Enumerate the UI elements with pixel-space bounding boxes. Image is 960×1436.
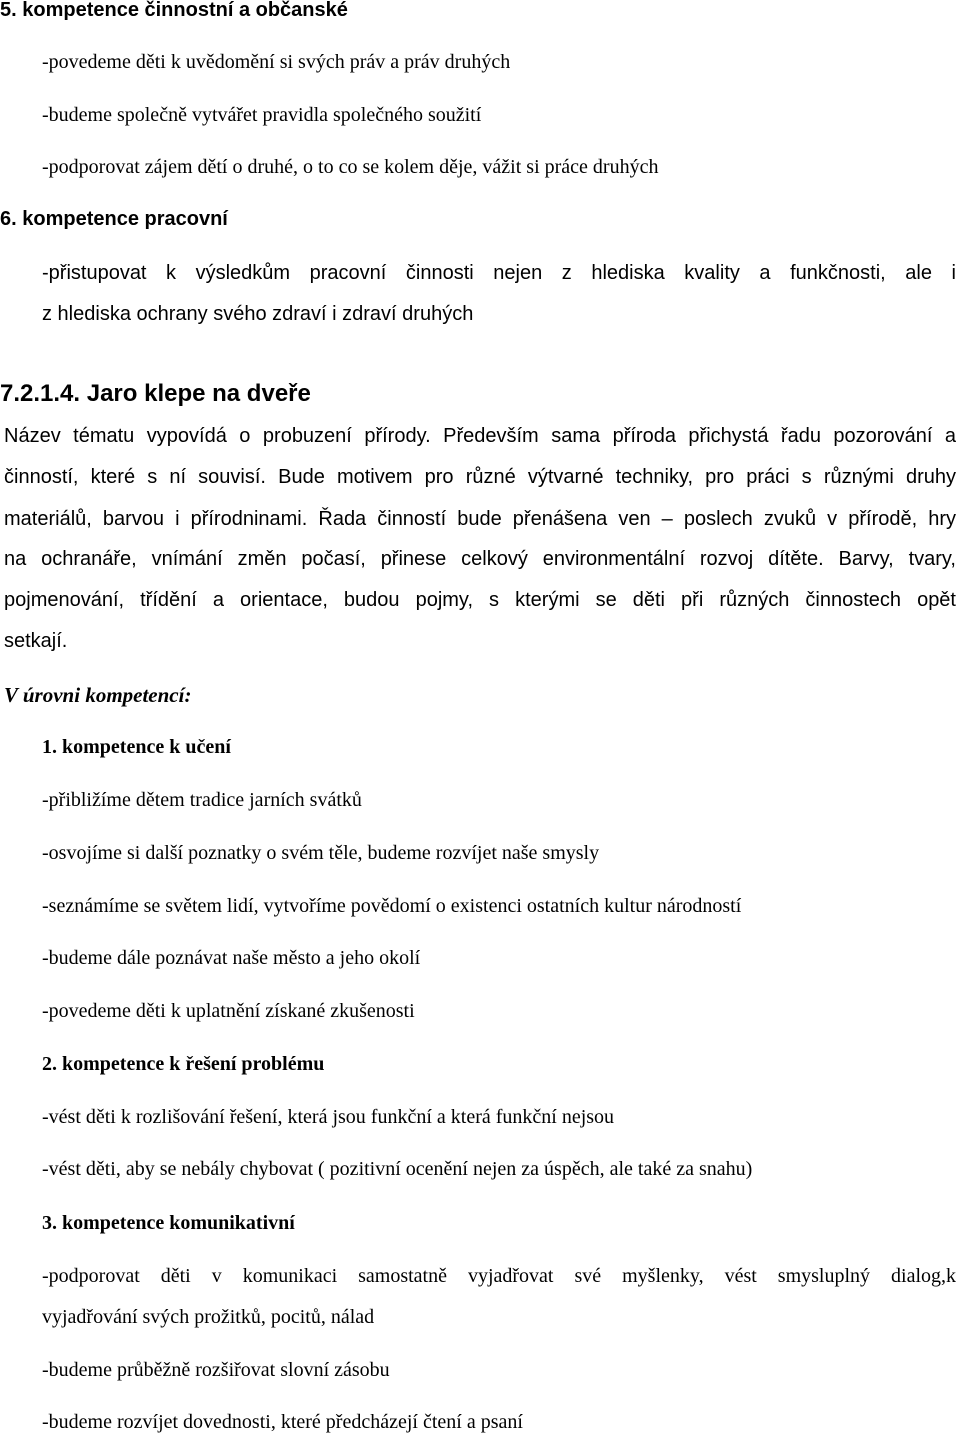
chapter-title: 7.2.1.4. Jaro klepe na dveře	[0, 380, 311, 407]
list-item-continuation: z hlediska ochrany svého zdraví i zdraví druhých	[42, 303, 474, 325]
competence-label: V úrovni kompetencí:	[4, 683, 192, 707]
paragraph-line: pojmenování, třídění a orientace, budou pojmy, s kterými se děti při různých činnostech opět	[4, 589, 956, 611]
list-item: -osvojíme si další poznatky o svém těle, budeme rozvíjet naše smysly	[42, 842, 600, 864]
paragraph-line: na ochranáře, vnímání změn počasí, přinese celkový environmentální rozvoj dítěte. Barvy, tvary,	[4, 548, 956, 570]
competence-2-heading: 2. kompetence k řešení problému	[42, 1053, 325, 1075]
list-item-continuation: vyjadřování svých prožitků, pocitů, nálad	[42, 1306, 375, 1328]
list-item: -budeme společně vytvářet pravidla společného soužití	[42, 104, 482, 126]
paragraph-line: Název tématu vypovídá o probuzení přírody. Především sama příroda přichystá řadu pozorování a	[4, 425, 956, 447]
list-item: -přibližíme dětem tradice jarních svátků	[42, 789, 362, 811]
list-item: -podporovat děti v komunikaci samostatně vyjadřovat své myšlenky, vést smysluplný dialog,k	[42, 1265, 956, 1287]
list-item: -budeme dále poznávat naše město a jeho okolí	[42, 947, 421, 969]
list-item: -povedeme děti k uplatnění získané zkušenosti	[42, 1000, 415, 1022]
list-item: -seznámíme se světem lidí, vytvoříme povědomí o existenci ostatních kultur národností	[42, 895, 742, 917]
list-item: -budeme rozvíjet dovednosti, které předcházejí čtení a psaní	[42, 1411, 523, 1433]
list-item: -vést děti, aby se nebály chybovat ( pozitivní ocenění nejen za úspěch, ale také za snahu)	[42, 1158, 753, 1180]
list-item: -budeme průběžně rozšiřovat slovní zásobu	[42, 1359, 390, 1381]
paragraph-line: materiálů, barvou i přírodninami. Řada činností bude přenášena ven – poslech zvuků v přírodě, hry	[4, 508, 956, 530]
list-item: -povedeme děti k uvědomění si svých práv a práv druhých	[42, 51, 511, 73]
paragraph-line: činností, které s ní souvisí. Bude motivem pro různé výtvarné techniky, pro práci s různými druhy	[4, 466, 956, 488]
list-item: -přistupovat k výsledkům pracovní činnosti nejen z hlediska kvality a funkčnosti, ale i	[42, 262, 956, 284]
competence-1-heading: 1. kompetence k učení	[42, 736, 231, 758]
section-5-heading: 5. kompetence činnostní a občanské	[0, 0, 348, 21]
competence-3-heading: 3. kompetence komunikativní	[42, 1212, 295, 1234]
section-6-heading: 6. kompetence pracovní	[0, 208, 228, 230]
paragraph-line: setkají.	[4, 630, 68, 652]
list-item: -podporovat zájem dětí o druhé, o to co se kolem děje, vážit si práce druhých	[42, 156, 659, 178]
list-item: -vést děti k rozlišování řešení, která jsou funkční a která funkční nejsou	[42, 1106, 615, 1128]
